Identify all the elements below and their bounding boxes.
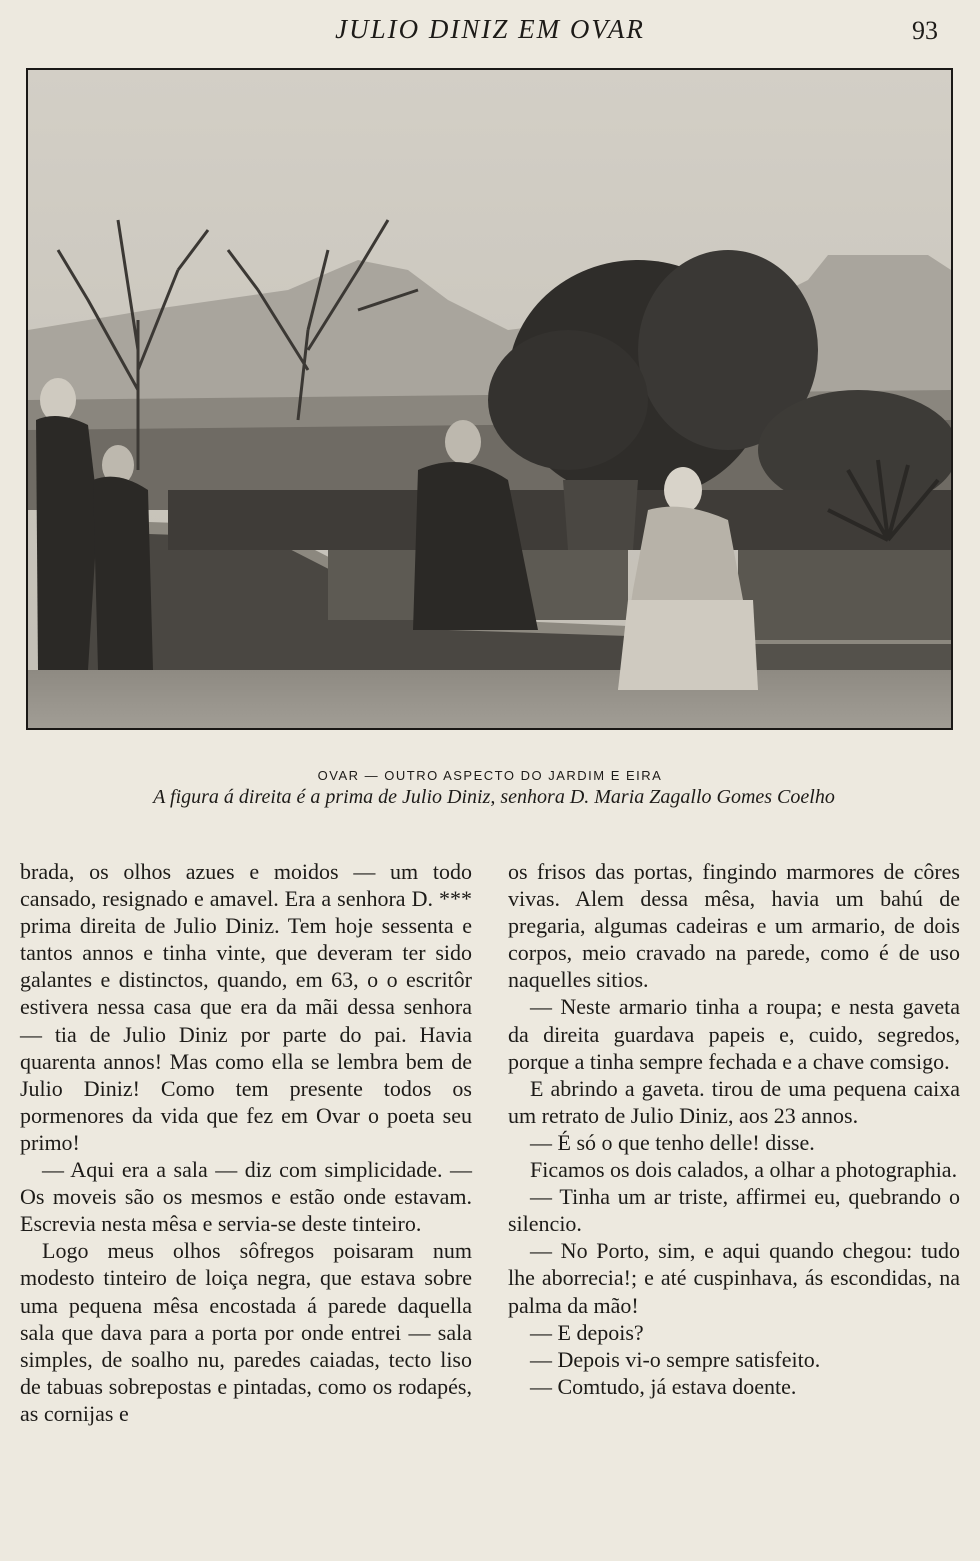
running-header bbox=[0, 14, 980, 50]
text-column-left bbox=[20, 858, 472, 1427]
caption-title: OVAR — OUTRO ASPECTO DO JARDIM E EIRA bbox=[317, 768, 663, 783]
paragraph: Ficamos os dois calados, a olhar a photographia. bbox=[530, 1157, 958, 1183]
paragraph: E abrindo a gaveta. tirou de uma pequena caixa um retrato de Julio Diniz, aos 23 annos. bbox=[508, 1075, 960, 1128]
photograph-illustration bbox=[28, 70, 951, 728]
paragraph: — Depois vi-o sempre satisfeito. bbox=[530, 1346, 821, 1372]
paragraph: — Comtudo, já estava doente. bbox=[530, 1373, 797, 1399]
running-title: JULIO DINIZ EM OVAR bbox=[335, 14, 645, 44]
paragraph: — É só o que tenho delle! disse. bbox=[530, 1129, 815, 1155]
paragraph: os frisos das portas, fingindo marmores de côres vivas. Alem dessa mêsa, havia um bahú de pregaria, algumas cadeiras e um armario, de dois corpos, meio cravado na parede, como é de uso naquelles sitios. bbox=[508, 859, 960, 993]
garden-photograph bbox=[26, 68, 953, 730]
paragraph: — No Porto, sim, e aqui quando chegou: tudo lhe aborrecia!; e até cuspinhava, ás escondidas, na palma da mão! bbox=[508, 1238, 960, 1318]
paragraph: — Tinha um ar triste, affirmei eu, quebrando o silencio. bbox=[508, 1184, 960, 1237]
paragraph: — E depois? bbox=[530, 1319, 644, 1345]
text-column-right bbox=[508, 858, 960, 1400]
page-number: 93 bbox=[912, 16, 938, 45]
paragraph: Logo meus olhos sôfregos poisaram num modesto tinteiro de loiça negra, que estava sobre uma pequena mêsa encostada á parede daquella sala que dava para a porta por onde entrei — sala simples, de soalho nu, paredes caiadas, tecto liso de tabuas sobrepostas e pintadas, como os rodapés, as cornijas e bbox=[20, 1238, 472, 1426]
paragraph: brada, os olhos azues e moidos — um todo cansado, resignado e amavel. Era a senhora D. *** prima direita de Julio Diniz. Tem hoje sessenta e tantos annos e tinha vinte, que deveram ter sido galantes e distinctos, quando, em 63, o o escritôr estivera nessa casa que era da mãi dessa senhora — tia de Julio Diniz por parte do pai. Havia quarenta annos! Mas como ella se lembra bem de Julio Diniz! Como tem presente todos os pormenores da vida que fez em Ovar o poeta seu primo! bbox=[20, 859, 472, 1155]
figure-caption bbox=[40, 768, 940, 810]
paragraph: — Neste armario tinha a roupa; e nesta gaveta da direita guardava papeis e, cuido, segredos, porque a tinha sempre fechada e a chave comsigo. bbox=[508, 994, 960, 1074]
paragraph: — Aqui era a sala — diz com simplicidade. — Os moveis são os mesmos e estão onde estavam. Escrevia nesta mêsa e servia-se deste tinteiro. bbox=[20, 1157, 472, 1237]
caption-text: A figura á direita é a prima de Julio Diniz, senhora D. Maria Zagallo Gomes Coelho bbox=[153, 786, 835, 808]
